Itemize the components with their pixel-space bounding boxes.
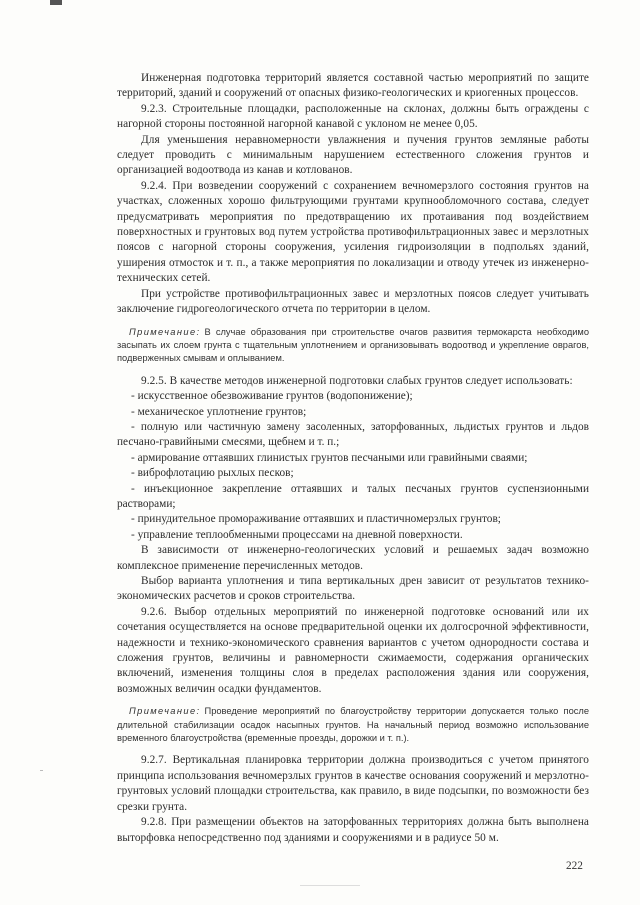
list-item: - механическое уплотнение грунтов;: [131, 405, 307, 418]
list-item: - инъекционное закрепление оттаявших и талых песчаных грунтов суспензионными растворами;: [117, 482, 589, 510]
list-item: - виброфлотацию рыхлых песков;: [131, 467, 294, 480]
list-item: - полную или частичную замену засоленных, заторфованных, льдистых грунтов и льдов песчано-гравийными смесями, щебнем и т. п.;: [117, 420, 589, 449]
paragraph-combined-methods: В зависимости от инженерно-геологических условий и решаемых задач возможно комплексное применение перечисленных методов.: [117, 544, 589, 572]
list-item: - армирование оттаявших глинистых грунтов песчаными или гравийными сваями;: [131, 451, 528, 464]
paragraph-9-2-5: 9.2.5. В качестве методов инженерной подготовки слабых грунтов следует использовать:: [141, 374, 573, 387]
document-page: [117, 71, 589, 846]
note-text: В случае образования при строительстве очагов развития термокарста необходимо засыпать их слоем грунта с тщательным уплотнением и организовывать водоотвод и укрепление оврагов, подверженных смывам и оплыванием.: [117, 326, 589, 364]
list-item: - искусственное обезвоживание грунтов (водопонижение);: [131, 390, 413, 403]
paragraph-heaving: Для уменьшения неравномерности увлажнения и пучения грунтов земляные работы следует проводить с минимальным нарушением естественного сложения грунтов и организацией водоотвода из канав и котлованов.: [117, 133, 589, 177]
paragraph-intro: Инженерная подготовка территорий является составной частью мероприятий по защите территорий, зданий и сооружений от опасных физико-геологических и криогенных процессов.: [117, 72, 589, 100]
note-label: Примечание:: [129, 326, 201, 337]
note-thermokarst: [117, 326, 589, 366]
paragraph-9-2-7: 9.2.7. Вертикальная планировка территории должна производиться с учетом принятого принципа использования вечномерзлых грунтов в качестве основания сооружений и мерзлотно-грунтовых условий площадки строительства, как правило, в виде подсыпки, по возможности без срезки грунта.: [117, 754, 589, 813]
scan-speck: [300, 885, 360, 886]
page-number: 222: [566, 860, 583, 872]
paragraph-drains: Выбор варианта уплотнения и типа вертикальных дрен зависит от результатов технико-экономических расчетов и сроков строительства.: [117, 575, 589, 603]
paragraph-9-2-3: 9.2.3. Строительные площадки, расположенные на склонах, должны быть ограждены с нагорной стороны постоянной нагорной канавой с уклоном не менее 0,05.: [117, 102, 589, 131]
paragraph-9-2-4: 9.2.4. При возведении сооружений с сохранением вечномерзлого состояния грунтов на участках, сложенных хорошо фильтрующими грунтами крупнообломочного состава, следует предусматривать мероприятия по предотвращению их протаивания под воздействием поверхностных и грунтовых вод путем устройства противофильтрационных завес и мерзлотных поясов с нагорной стороны сооружения, усиления гидроизоляции в подпольях зданий, уширения отмосток и т. п., а также мероприятия по локализации и отводу утечек из инженерно-технических сетей.: [117, 179, 589, 285]
note-landscaping: [117, 705, 589, 745]
note-text: Проведение мероприятий по благоустройству территории допускается только после длительной стабилизации осадок насыпных грунтов. На начальный период возможно использование временного благоустройства (временные проезды, дорожки и т. п.).: [117, 706, 589, 744]
paragraph-9-2-6: 9.2.6. Выбор отдельных мероприятий по инженерной подготовке оснований или их сочетания осуществляется на основе предварительной оценки их долгосрочной эффективности, надежности и технико-экономического сравнения вариантов с учетом однородности состава и сложения грунтов, величины и равномерности сжимаемости, содержания органических включений, изменения толщины слоя в пределах расположения здания или сооружения, возможных величин осадки фундаментов.: [117, 605, 589, 695]
note-label: Примечание:: [129, 706, 201, 717]
list-item: - управление теплообменными процессами на дневной поверхности.: [131, 528, 463, 541]
list-item: - принудительное промораживание оттаявших и пластичномерзлых грунтов;: [131, 513, 501, 526]
paragraph-9-2-8: 9.2.8. При размещении объектов на заторфованных территориях должна быть выполнена выторфовка непосредственно под зданиями и сооружениями и в радиусе 50 м.: [117, 816, 589, 844]
paragraph-curtains: При устройстве противофильтрационных завес и мерзлотных поясов следует учитывать заключение гидрогеологического отчета по территории в целом.: [117, 287, 589, 316]
scan-speck: [40, 770, 43, 771]
scan-mark: [50, 0, 62, 5]
